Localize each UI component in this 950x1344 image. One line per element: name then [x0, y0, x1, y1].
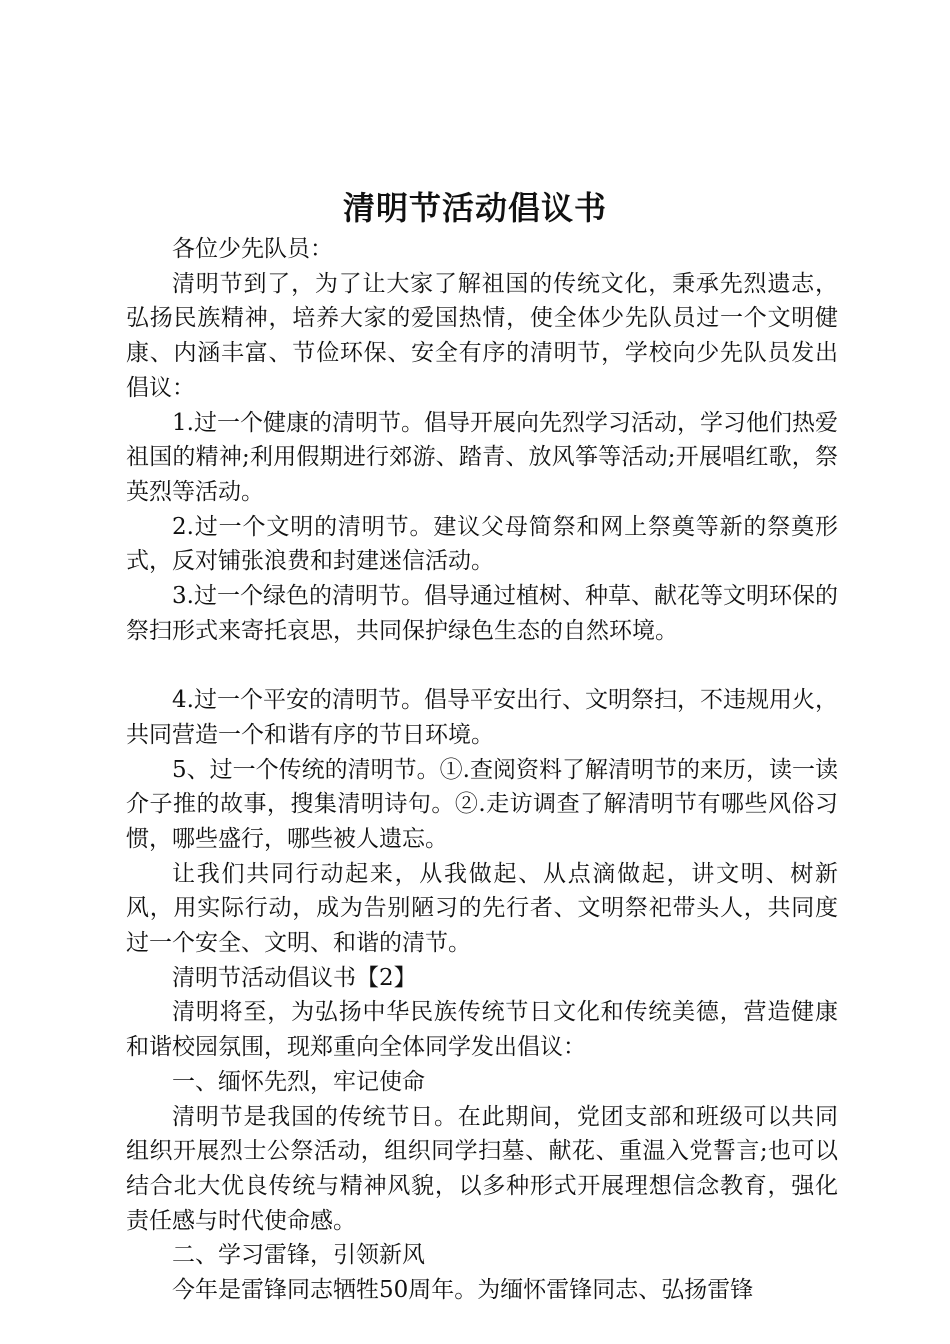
- second-article-intro: 清明将至，为弘扬中华民族传统节日文化和传统美德，营造健康和谐校园氛围，现郑重向全体同学发出倡议：: [126, 999, 838, 1061]
- second-article-heading: 清明节活动倡议书【2】: [172, 964, 417, 991]
- document-title: 清明节活动倡议书: [342, 189, 607, 227]
- salutation: 各位少先队员：: [172, 236, 333, 262]
- section-paragraph-2: 今年是雷锋同志牺牲50周年。为缅怀雷锋同志、弘扬雷锋: [172, 1277, 754, 1304]
- section-paragraph-1: 清明节是我国的传统节日。在此期间，党团支部和班级可以共同组织开展烈士公祭活动，组织同学扫墓、献花、重温入党誓言;也可以结合北大优良传统与精神风貌，以多种形式开展理想信念教育，强化责任感与时代使命感。: [126, 1103, 838, 1234]
- closing-paragraph: 让我们共同行动起来，从我做起、从点滴做起，讲文明、树新风，用实际行动，成为告别陋习的先行者、文明祭祀带头人，共同度过一个安全、文明、和谐的清节。: [126, 860, 838, 957]
- proposal-item-5: 5、过一个传统的清明节。①.查阅资料了解清明节的来历，读一读介子推的故事，搜集清明诗句。②.走访调查了解清明节有哪些风俗习惯，哪些盛行，哪些被人遗忘。: [126, 756, 838, 852]
- document-body: [126, 232, 838, 1308]
- paragraph-intro: 清明节到了，为了让大家了解祖国的传统文化，秉承先烈遗志，弘扬民族精神，培养大家的爱国热情，使全体少先队员过一个文明健康、内涵丰富、节俭环保、安全有序的清明节，学校向少先队员发出倡议：: [126, 270, 838, 401]
- section-heading-1: 一、缅怀先烈，牢记使命: [172, 1068, 425, 1095]
- proposal-item-3: 3.过一个绿色的清明节。倡导通过植树、种草、献花等文明环保的祭扫形式来寄托哀思，共同保护绿色生态的自然环境。: [126, 583, 838, 644]
- proposal-item-4: 4.过一个平安的清明节。倡导平安出行、文明祭扫，不违规用火，共同营造一个和谐有序的节日环境。: [126, 687, 838, 748]
- proposal-item-2: 2.过一个文明的清明节。建议父母简祭和网上祭奠等新的祭奠形式，反对铺张浪费和封建迷信活动。: [126, 513, 838, 575]
- section-heading-2: 二、学习雷锋，引领新风: [172, 1242, 425, 1269]
- proposal-item-1: 1.过一个健康的清明节。倡导开展向先烈学习活动，学习他们热爱祖国的精神;利用假期进行郊游、踏青、放风筝等活动;开展唱红歌，祭英烈等活动。: [126, 409, 838, 505]
